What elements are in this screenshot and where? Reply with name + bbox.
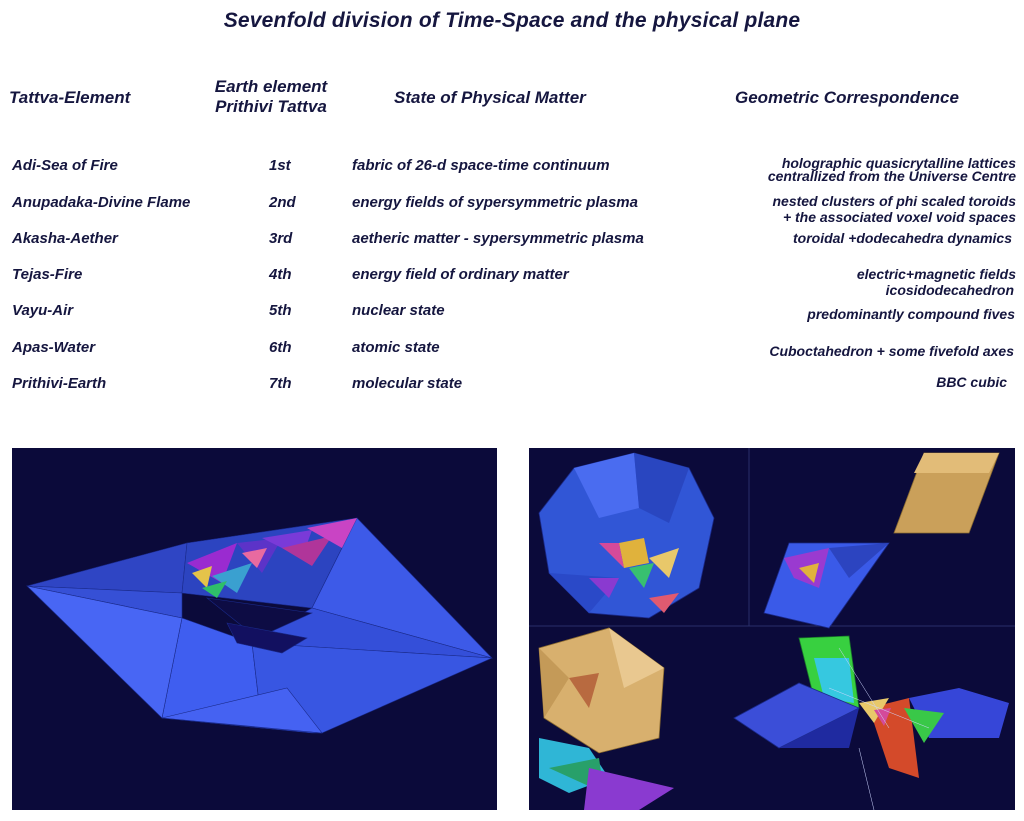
geometry-line: toroidal +dodecahedra dynamics xyxy=(792,230,1012,246)
row-order: 2nd xyxy=(269,194,296,211)
row-state: energy field of ordinary matter xyxy=(352,266,569,283)
row-order: 6th xyxy=(269,339,292,356)
header-state-of-matter: State of Physical Matter xyxy=(394,88,586,107)
row-element: Vayu-Air xyxy=(12,302,74,319)
geometry-line: icosidodecahedron xyxy=(885,282,1014,298)
row-order: 3rd xyxy=(269,230,293,247)
row-state: nuclear state xyxy=(352,302,445,319)
polyhedra-composite-render xyxy=(529,448,1015,810)
row-element: Adi-Sea of Fire xyxy=(12,157,118,174)
row-geometry xyxy=(936,374,1007,390)
polyhedron-render xyxy=(12,448,497,810)
row-state: fabric of 26-d space-time continuum xyxy=(352,157,610,174)
geometry-line: predominantly compound fives xyxy=(807,306,1015,322)
row-geometry xyxy=(857,266,1016,298)
row-order: 7th xyxy=(269,375,292,392)
geometry-line: centrallized from the Universe Centre xyxy=(767,168,1016,184)
row-state: atomic state xyxy=(352,339,440,356)
header-earth-line1: Earth element xyxy=(214,77,328,96)
right-polyhedra-panel xyxy=(529,448,1015,810)
row-element: Apas-Water xyxy=(12,339,96,356)
row-element: Tejas-Fire xyxy=(12,266,83,283)
geometry-line: BBC cubic xyxy=(936,374,1007,390)
row-order: 5th xyxy=(269,302,292,319)
row-order: 4th xyxy=(269,266,292,283)
row-geometry xyxy=(768,157,1016,183)
header-tattva-element: Tattva-Element xyxy=(9,88,131,107)
row-geometry xyxy=(807,306,1015,322)
row-order: 1st xyxy=(269,157,291,174)
row-element: Akasha-Aether xyxy=(12,230,118,247)
header-earth-element xyxy=(192,77,350,117)
geometry-line: Cuboctahedron + some fivefold axes xyxy=(769,343,1014,359)
header-geometric-correspondence: Geometric Correspondence xyxy=(735,88,959,107)
page-title: Sevenfold division of Time-Space and the physical plane xyxy=(223,9,801,32)
row-state: aetheric matter - sypersymmetric plasma xyxy=(352,230,644,247)
row-state: molecular state xyxy=(352,375,463,392)
header-earth-line2: Prithivi Tattva xyxy=(215,97,327,116)
row-geometry xyxy=(793,230,1012,246)
geometry-line: + the associated voxel void spaces xyxy=(782,209,1016,225)
geometry-line: holographic quasicrytalline lattices xyxy=(781,155,1016,171)
row-element: Anupadaka-Divine Flame xyxy=(12,194,191,211)
row-geometry xyxy=(772,193,1016,225)
row-element: Prithivi-Earth xyxy=(12,375,107,392)
row-geometry xyxy=(769,343,1014,359)
left-polyhedron-panel xyxy=(12,448,497,810)
geometry-line: nested clusters of phi scaled toroids xyxy=(772,193,1016,209)
geometry-line: electric+magnetic fields xyxy=(856,266,1016,282)
row-state: energy fields of sypersymmetric plasma xyxy=(352,194,638,211)
